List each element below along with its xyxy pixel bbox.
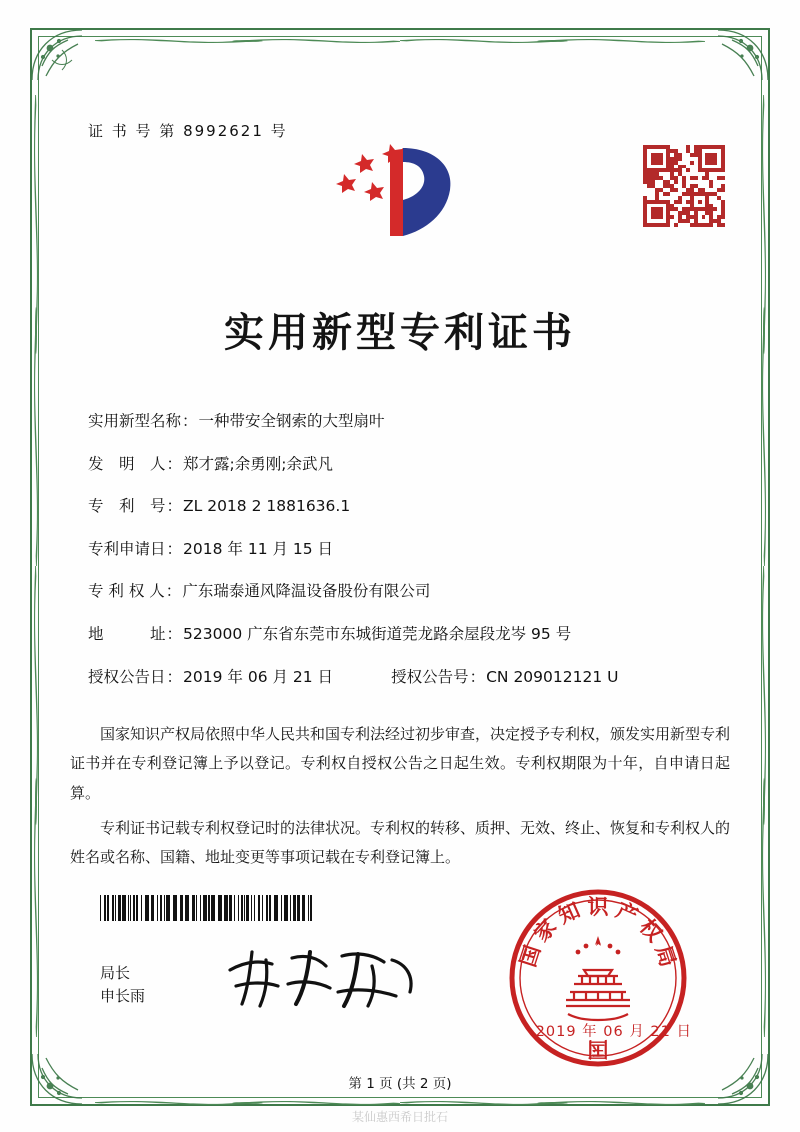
- field-row: [88, 455, 730, 474]
- field-colon: ：: [166, 539, 183, 558]
- field-label: 专 利 权 人: [88, 582, 165, 601]
- certificate-number: 证 书 号 第 8992621 号: [88, 122, 288, 140]
- field-list: [70, 412, 730, 686]
- official-seal: [508, 888, 688, 1068]
- border-ornament-top: [95, 31, 705, 41]
- border-ornament-left: [31, 95, 41, 1037]
- field-colon: ：: [165, 582, 182, 601]
- svg-text:权: 权: [634, 914, 667, 947]
- svg-text:家: 家: [529, 914, 562, 947]
- page-title: 实用新型专利证书: [224, 310, 576, 356]
- field-colon: ：: [469, 667, 486, 686]
- border-ornament-bottom: [95, 1093, 705, 1103]
- grant-number-label: 授权公告号: [391, 667, 469, 686]
- border-ornament-right: [759, 95, 769, 1037]
- field-value: 郑才露;余勇刚;余武凡: [183, 454, 333, 473]
- field-colon: ：: [166, 624, 183, 643]
- page-footer: 第 1 页 (共 2 页): [348, 1076, 452, 1092]
- handwritten-signature: [222, 940, 422, 1016]
- corner-ornament-icon: [28, 26, 86, 84]
- svg-text:知: 知: [554, 897, 584, 929]
- svg-text:产: 产: [612, 897, 642, 929]
- field-value: 2018 年 11 月 15 日: [183, 539, 334, 558]
- paragraph-1: 国家知识产权局依照中华人民共和国专利法经过初步审查，决定授予专利权，颁发实用新型专利证书并在专利登记簿上予以登记。专利权自授权公告之日起生效。专利权期限为十年，自申请日起算。: [70, 725, 731, 802]
- field-label: 专 利 号: [88, 497, 166, 516]
- grant-number-value: CN 209012121 U: [486, 667, 619, 686]
- field-label: 专利申请日: [88, 539, 166, 558]
- field-value: 523000 广东省东莞市东城街道莞龙路余屋段龙岑 95 号: [183, 624, 572, 643]
- field-row: [88, 497, 730, 516]
- svg-text:国: 国: [587, 1037, 609, 1061]
- svg-text:国: 国: [515, 942, 546, 970]
- field-colon: ：: [166, 667, 183, 686]
- paragraph-2: 专利证书记载专利权登记时的法律状况。专利权的转移、质押、无效、终止、恢复和专利权人的姓名或名称、国籍、地址变更等事项记载在专利登记簿上。: [70, 818, 731, 867]
- field-colon: ：: [182, 412, 198, 430]
- svg-text:局: 局: [650, 942, 681, 970]
- field-label: 实用新型名称: [88, 412, 182, 430]
- field-row: [88, 540, 730, 559]
- field-row: [88, 625, 730, 644]
- field-row-grant: [88, 668, 730, 687]
- field-colon: ：: [166, 454, 183, 473]
- certificate-content: [70, 120, 730, 878]
- svg-text:识: 识: [587, 895, 609, 919]
- field-row: [88, 582, 730, 601]
- seal-date: 2019 年 06 月 21 日: [535, 1024, 692, 1040]
- grant-date-label: 授权公告日: [88, 667, 166, 686]
- director-role-label: 局长: [100, 964, 131, 982]
- corner-ornament-icon: [714, 26, 772, 84]
- barcode: [100, 895, 315, 921]
- signature-block: [100, 962, 145, 1009]
- director-name-label: 申长雨: [100, 987, 146, 1006]
- field-colon: ：: [166, 497, 183, 516]
- field-row: [88, 412, 730, 431]
- grant-date-value: 2019 年 06 月 21 日: [183, 667, 334, 686]
- field-label: 地 址: [88, 624, 166, 643]
- page-footer-faint: 某仙惠西希日批石: [351, 1110, 448, 1124]
- field-value: 一种带安全钢索的大型扇叶: [198, 412, 385, 430]
- field-value: ZL 2018 2 1881636.1: [183, 497, 351, 516]
- field-label: 发 明 人: [88, 454, 166, 473]
- field-value: 广东瑞泰通风降温设备股份有限公司: [182, 582, 431, 601]
- legal-text: [70, 720, 730, 872]
